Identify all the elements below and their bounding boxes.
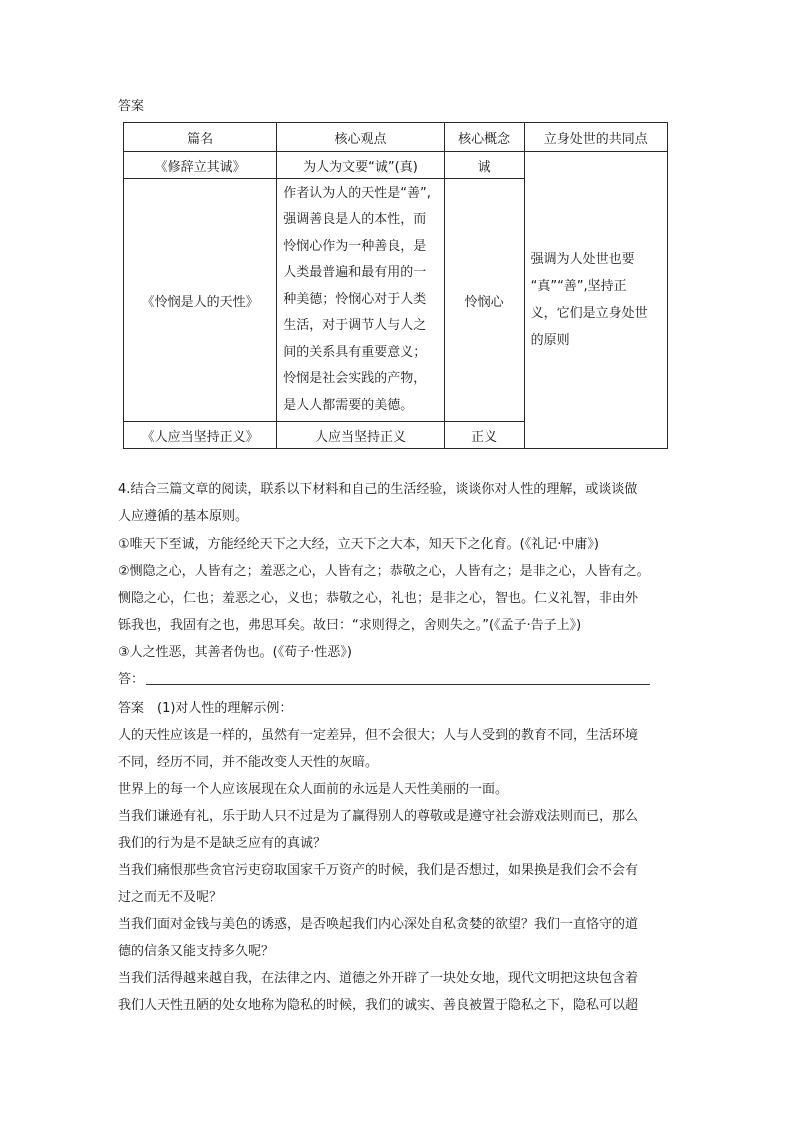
comparison-table: [123, 122, 668, 449]
header-concept: 核心概念: [444, 123, 524, 152]
viewpoint-line: 生活，对于调节人与人之: [283, 318, 427, 334]
common-line: 义，它们是立身处世: [530, 306, 648, 321]
row-viewpoint: 为人为文要“诚”(真): [277, 152, 444, 179]
viewpoint-line: 作者认为人的天性是“善”,: [283, 185, 431, 201]
answer-line: 世界上的每一个人应该展现在众人面前的永远是人天性美丽的一面。: [118, 782, 509, 797]
viewpoint-line: 间的关系具有重要意义；: [283, 344, 427, 360]
row-title: 《怜悯是人的天性》: [124, 179, 277, 422]
question-text: 4.结合三篇文章的阅读，联系以下材料和自己的生活经验，谈谈你对人性的理解，或谈谈做: [118, 482, 638, 497]
material-2: ②恻隐之心，人皆有之；羞恶之心，人皆有之；恭敬之心，人皆有之；是非之心，人皆有之。: [118, 564, 650, 579]
table-row: [124, 152, 668, 179]
row-viewpoint: [277, 179, 444, 422]
answer-prompt: 答：: [118, 672, 145, 687]
viewpoint-line: 怜悯心作为一种善良，是: [283, 238, 427, 254]
answer-blank-line: [146, 684, 650, 685]
answer-line: 我们人天性丑陋的处女地称为隐私的时候，我们的诚实、善良被置于隐私之下，隐私可以超: [118, 998, 639, 1013]
answer-line: 我们的行为是不是缺乏应有的真诚？: [118, 836, 327, 851]
question-text: 人应遵循的基本原则。: [118, 509, 249, 524]
viewpoint-line: 怜悯是社会实践的产物，: [283, 371, 427, 387]
answer-line: 德的信条又能支持多久呢？: [118, 944, 275, 959]
row-concept: 诚: [444, 152, 524, 179]
row-title: 《修辞立其诚》: [124, 152, 277, 179]
viewpoint-line: 种美德；怜悯心对于人类: [283, 291, 427, 307]
row-concept: 怜悯心: [444, 179, 524, 422]
answer-heading: 答案 (1)对人性的理解示例：: [118, 701, 293, 716]
answer-line: 当我们痛恨那些贪官污吏窃取国家千万资产的时候，我们是否想过，如果换是我们会不会有: [118, 863, 639, 878]
material-2: 铄我也，我固有之也，弗思耳矣。故曰：“求则得之，舍则失之。”(《孟子·告子上》): [118, 618, 582, 633]
material-1: ①唯天下至诚，方能经纶天下之大经，立天下之大本，知天下之化育。(《礼记·中庸》): [118, 537, 599, 552]
common-line: 的原则: [530, 333, 570, 348]
answer-line: 当我们面对金钱与美色的诱惑，是否唤起我们内心深处自私贪婪的欲望？我们一直恪守的道: [118, 917, 639, 932]
common-line: “真”“善”,坚持正: [530, 279, 627, 294]
material-2: 恻隐之心，仁也；羞恶之心，义也；恭敬之心，礼也；是非之心，智也。仁义礼智，非由外: [118, 591, 639, 606]
common-point-cell: [524, 152, 667, 449]
answer-line: 人的天性应该是一样的，虽然有一定差异，但不会很大；人与人受到的教育不同，生活环境: [118, 728, 639, 743]
header-viewpoint: 核心观点: [277, 123, 444, 152]
row-concept: 正义: [444, 422, 524, 449]
header-common: 立身处世的共同点: [524, 123, 667, 152]
material-3: ③人之性恶，其善者伪也。(《荀子·性恶》): [118, 645, 352, 660]
answer-line: 过之而无不及呢？: [118, 890, 223, 905]
common-line: 强调为人处世也要: [530, 252, 635, 267]
viewpoint-line: 强调善良是人的本性，而: [283, 212, 427, 228]
viewpoint-line: 人类最普遍和最有用的一: [283, 265, 427, 281]
answer-label: 答案: [118, 99, 145, 114]
answer-line: 当我们活得越来越自我，在法律之内、道德之外开辟了一块处女地，现代文明把这块包含着: [118, 971, 639, 986]
answer-line: 当我们谦逊有礼，乐于助人只不过是为了赢得别人的尊敬或是遵守社会游戏法则而已，那么: [118, 809, 639, 824]
viewpoint-line: 是人人都需要的美德。: [283, 397, 414, 413]
row-viewpoint: 人应当坚持正义: [277, 422, 444, 449]
answer-line: 不同，经历不同，并不能改变人天性的灰暗。: [118, 755, 379, 770]
row-title: 《人应当坚持正义》: [124, 422, 277, 449]
header-title: 篇名: [124, 123, 277, 152]
table-header-row: [124, 123, 668, 152]
